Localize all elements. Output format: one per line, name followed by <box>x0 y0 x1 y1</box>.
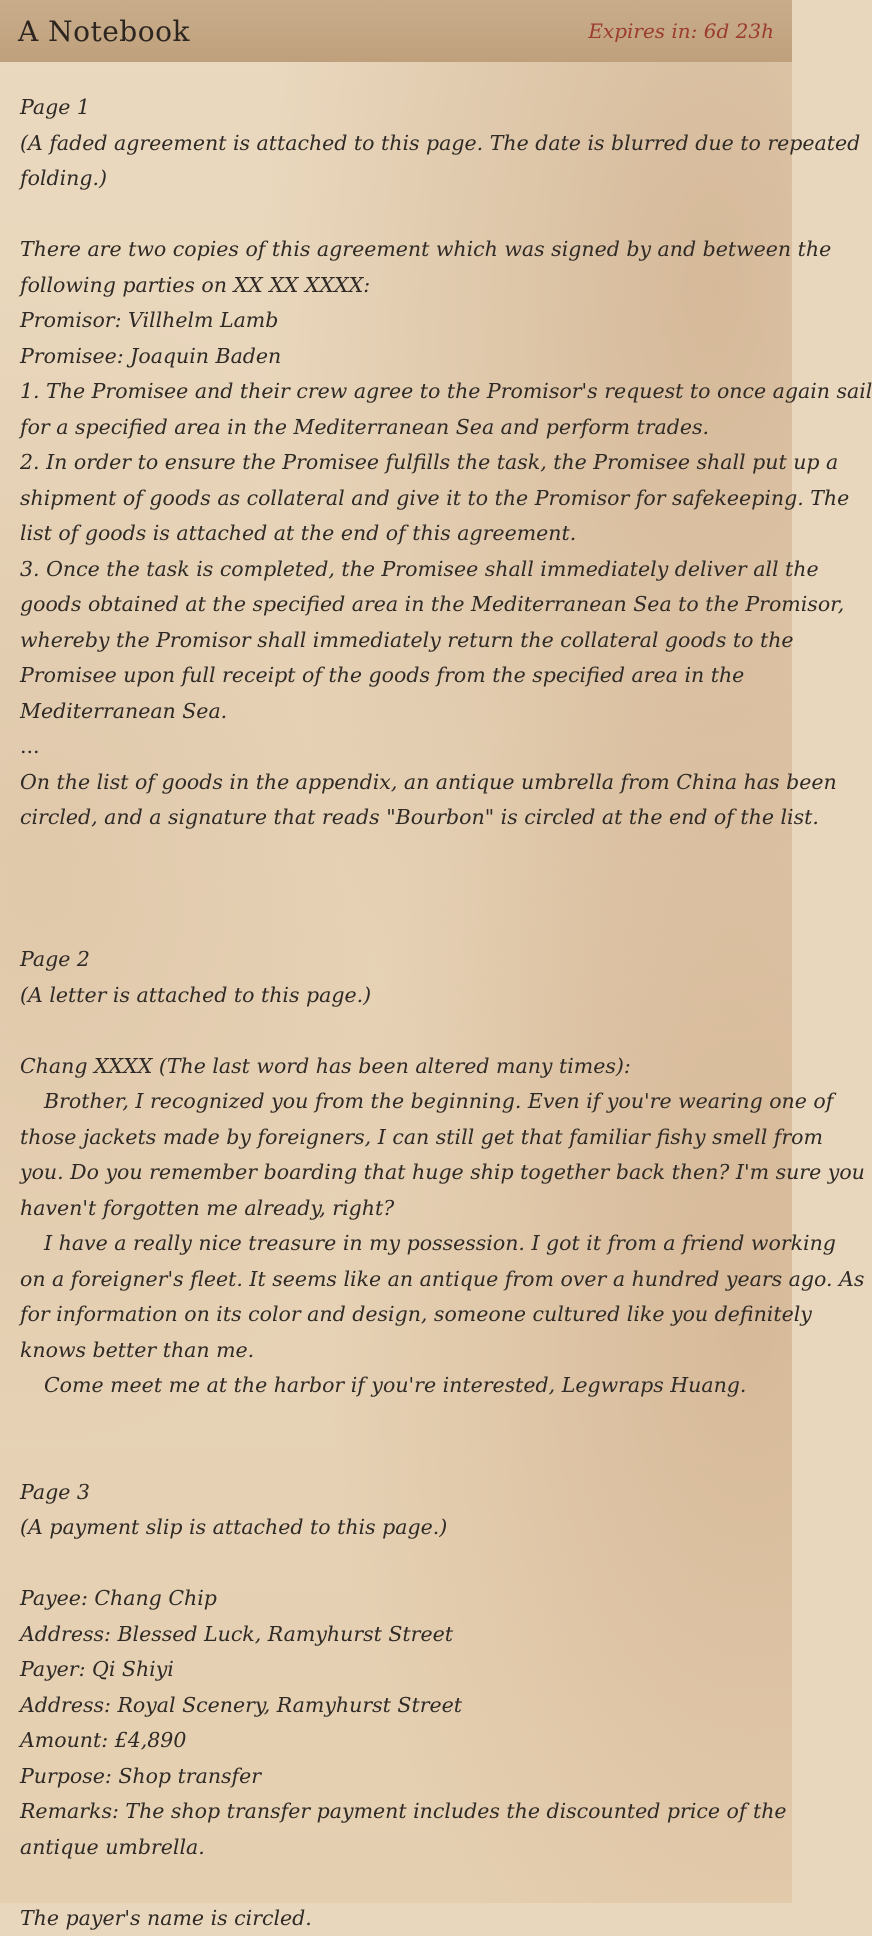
clause-1-line-2: for a specified area in the Mediterranean Sea and perform trades. <box>14 410 778 446</box>
clause-2-line-2: shipment of goods as collateral and give it to the Promisor for safekeeping. The <box>14 481 778 517</box>
page-2-intro: (A letter is attached to this page.) <box>14 978 778 1014</box>
spacer <box>14 1546 778 1582</box>
spacer <box>14 836 778 907</box>
agreement-paragraph-line-2: following parties on XX XX XXXX: <box>14 268 778 304</box>
payer-line: Payer: Qi Shiyi <box>14 1652 778 1688</box>
letter-para-2-line-3: for information on its color and design, someone cultured like you definitely <box>14 1297 778 1333</box>
letter-para-1-line-3: you. Do you remember boarding that huge ship together back then? I'm sure you <box>14 1155 778 1191</box>
page-3-intro: (A payment slip is attached to this page.) <box>14 1510 778 1546</box>
payer-circled-note: The payer's name is circled. <box>14 1901 778 1936</box>
amount-line: Amount: £4,890 <box>14 1723 778 1759</box>
letter-salutation: Chang XXXX (The last word has been altered many times): <box>14 1049 778 1085</box>
page-1-intro-line-2: folding.) <box>14 161 778 197</box>
spacer <box>14 1404 778 1475</box>
payer-address-line: Address: Royal Scenery, Ramyhurst Street <box>14 1688 778 1724</box>
notebook-title: A Notebook <box>18 15 190 48</box>
appendix-note-line-1: On the list of goods in the appendix, an antique umbrella from China has been <box>14 765 778 801</box>
page-2-heading: Page 2 <box>14 942 778 978</box>
clause-2-line-1: 2. In order to ensure the Promisee fulfills the task, the Promisee shall put up a <box>14 445 778 481</box>
notebook-header <box>0 0 792 62</box>
spacer <box>14 1013 778 1049</box>
page-1-heading: Page 1 <box>14 90 778 126</box>
agreement-paragraph-line-1: There are two copies of this agreement which was signed by and between the <box>14 232 778 268</box>
appendix-note-line-2: circled, and a signature that reads "Bourbon" is circled at the end of the list. <box>14 800 778 836</box>
letter-para-1-line-1: Brother, I recognized you from the beginning. Even if you're wearing one of <box>14 1084 778 1120</box>
letter-para-2-line-2: on a foreigner's fleet. It seems like an antique from over a hundred years ago. As <box>14 1262 778 1298</box>
spacer <box>14 1865 778 1901</box>
letter-para-2-line-1: I have a really nice treasure in my possession. I got it from a friend working <box>14 1226 778 1262</box>
clause-3-line-2: goods obtained at the specified area in the Mediterranean Sea to the Promisor, <box>14 587 778 623</box>
spacer <box>14 907 778 943</box>
purpose-line: Purpose: Shop transfer <box>14 1759 778 1795</box>
payee-line: Payee: Chang Chip <box>14 1581 778 1617</box>
letter-para-3-line-1: Come meet me at the harbor if you're interested, Legwraps Huang. <box>14 1368 778 1404</box>
promisee-line: Promisee: Joaquin Baden <box>14 339 778 375</box>
promisor-line: Promisor: Villhelm Lamb <box>14 303 778 339</box>
clause-3-line-4: Promisee upon full receipt of the goods from the specified area in the <box>14 658 778 694</box>
remarks-line-1: Remarks: The shop transfer payment includes the discounted price of the <box>14 1794 778 1830</box>
clause-3-line-3: whereby the Promisor shall immediately return the collateral goods to the <box>14 623 778 659</box>
letter-para-1-line-2: those jackets made by foreigners, I can still get that familiar fishy smell from <box>14 1120 778 1156</box>
expiry-timer: Expires in: 6d 23h <box>588 19 774 43</box>
page-1-intro-line-1: (A faded agreement is attached to this page. The date is blurred due to repeated <box>14 126 778 162</box>
payee-address-line: Address: Blessed Luck, Ramyhurst Street <box>14 1617 778 1653</box>
clause-2-line-3: list of goods is attached at the end of this agreement. <box>14 516 778 552</box>
letter-para-2-line-4: knows better than me. <box>14 1333 778 1369</box>
clause-1-line-1: 1. The Promisee and their crew agree to the Promisor's request to once again sail <box>14 374 778 410</box>
letter-para-1-line-4: haven't forgotten me already, right? <box>14 1191 778 1227</box>
clause-3-line-5: Mediterranean Sea. <box>14 694 778 730</box>
ellipsis: ... <box>14 729 778 765</box>
remarks-line-2: antique umbrella. <box>14 1830 778 1866</box>
spacer <box>14 197 778 233</box>
clause-3-line-1: 3. Once the task is completed, the Promisee shall immediately deliver all the <box>14 552 778 588</box>
page-3-heading: Page 3 <box>14 1475 778 1511</box>
notebook-content[interactable] <box>0 90 792 1936</box>
